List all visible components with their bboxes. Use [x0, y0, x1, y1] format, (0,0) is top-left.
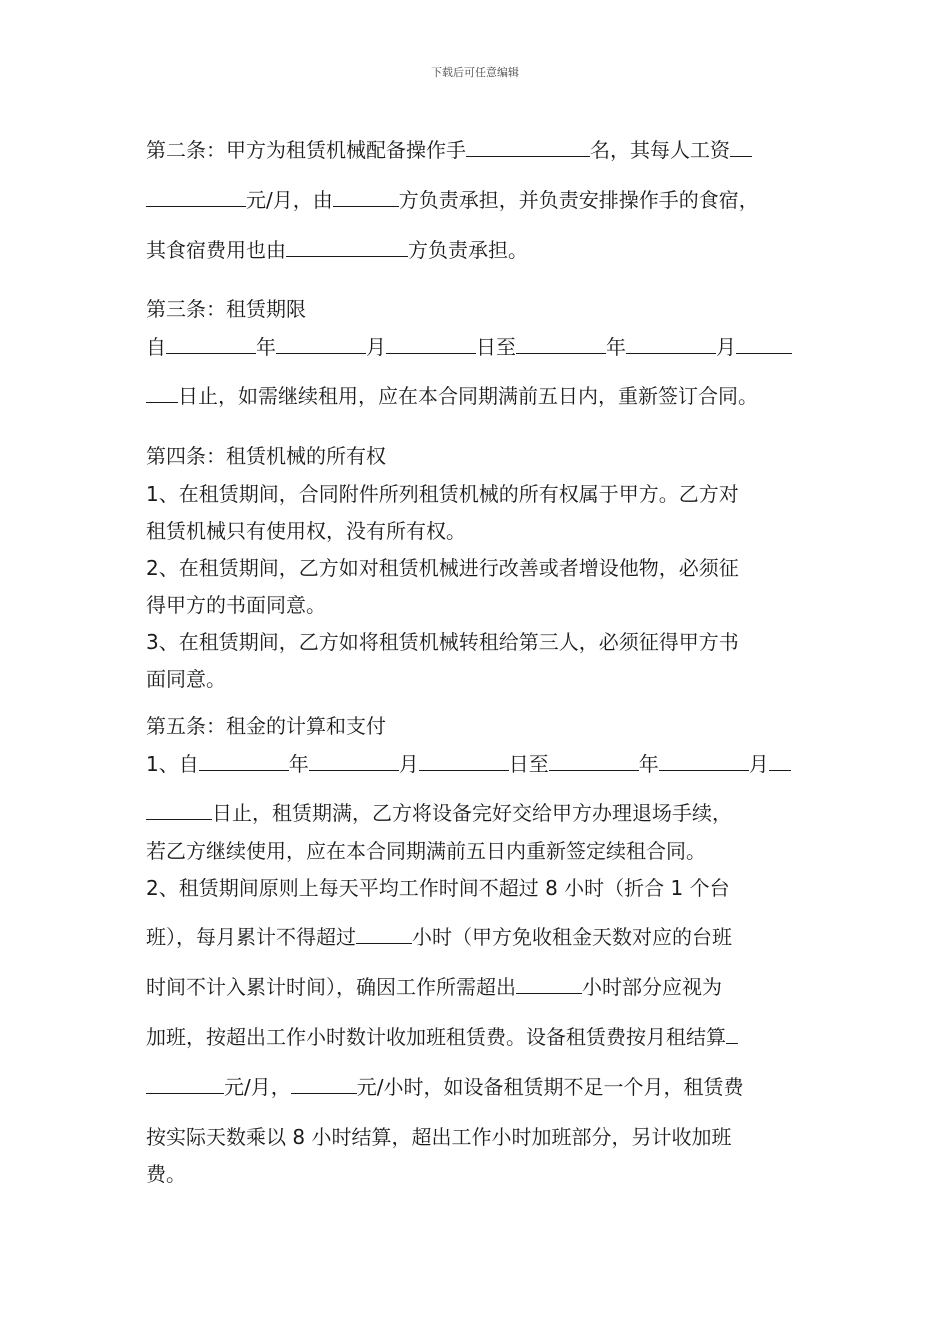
rent-start-year-blank[interactable] [199, 750, 289, 771]
start-day-blank[interactable] [386, 333, 476, 354]
clause-4-item-1-line-1: 1、在租赁期间，合同附件所列租赁机械的所有权属于甲方。乙方对 [146, 482, 739, 506]
wage-payer-blank[interactable] [333, 186, 399, 207]
end-year-blank[interactable] [516, 333, 606, 354]
monthly-rent-blank[interactable] [146, 1073, 224, 1094]
clause-5-item-2-line-7: 费。 [146, 1162, 186, 1186]
start-year-blank[interactable] [166, 333, 256, 354]
clause-2-line-3: 其食宿费用也由 方负责承担。 [146, 238, 528, 262]
rent-end-year-blank[interactable] [549, 750, 639, 771]
clause-3-line-1: 自 年 月 日至 年 月 [146, 333, 792, 361]
clause-3-title: 第三条：租赁期限 [146, 297, 306, 321]
monthly-hours-limit-blank[interactable] [356, 923, 412, 944]
clause-5-item-1-line-1: 1、自 年 月 日至 年 月 [146, 750, 791, 778]
clause-5-item-2-line-3: 时间不计入累计时间），确因工作所需超出 小时部分应视为 [146, 975, 722, 999]
clause-4-item-3-line-2: 面同意。 [146, 667, 226, 691]
clause-4-item-1-line-2: 租赁机械只有使用权，没有所有权。 [146, 519, 466, 543]
page-header: 下载后可任意编辑 [431, 66, 519, 79]
monthly-rent-blank-start[interactable] [726, 1023, 738, 1044]
clause-4-title: 第四条：租赁机械的所有权 [146, 444, 386, 468]
clause-5-item-2-line-2: 班），每月累计不得超过 小时（甲方免收租金天数对应的台班 [146, 925, 732, 949]
clause-3-line-2: 日止，如需继续租用，应在本合同期满前五日内，重新签订合同。 [146, 382, 758, 410]
clause-5-item-2-line-6: 按实际天数乘以 8 小时结算，超出工作小时加班部分，另计收加班 [146, 1125, 732, 1149]
rent-end-day-blank[interactable] [146, 799, 212, 820]
rent-start-month-blank[interactable] [309, 750, 399, 771]
wage-blank-start[interactable] [730, 136, 752, 157]
clause-5-item-2-line-4: 加班，按超出工作小时数计收加班租赁费。设备租赁费按月租结算 [146, 1023, 738, 1051]
hourly-rent-blank[interactable] [291, 1073, 357, 1094]
start-month-blank[interactable] [276, 333, 366, 354]
clause-5-item-2-line-1: 2、租赁期间原则上每天平均工作时间不超过 8 小时（折合 1 个台 [146, 876, 730, 900]
operator-count-blank[interactable] [466, 136, 590, 157]
rent-end-month-blank[interactable] [659, 750, 749, 771]
clause-5-item-2-line-5: 元/月， 元/小时，如设备租赁期不足一个月，租赁费 [146, 1073, 744, 1101]
clause-2-line-2: 元/月，由 方负责承担，并负责安排操作手的食宿， [146, 186, 759, 214]
end-day-blank[interactable] [146, 382, 178, 403]
clause-2-line-1: 第二条：甲方为租赁机械配备操作手 名，其每人工资 [146, 136, 752, 164]
end-month-blank[interactable] [626, 333, 716, 354]
clause-4-item-2-line-2: 得甲方的书面同意。 [146, 593, 326, 617]
wage-blank[interactable] [146, 186, 246, 207]
clause-5-title: 第五条：租金的计算和支付 [146, 714, 386, 738]
rent-start-day-blank[interactable] [419, 750, 509, 771]
overtime-hours-blank[interactable] [516, 973, 582, 994]
clause-4-item-2-line-1: 2、在租赁期间，乙方如对租赁机械进行改善或者增设他物，必须征 [146, 556, 739, 580]
clause-4-item-3-line-1: 3、在租赁期间，乙方如将租赁机械转租给第三人，必须征得甲方书 [146, 630, 739, 654]
end-day-blank-start[interactable] [736, 333, 792, 354]
clause-5-item-1-line-2: 日止，租赁期满，乙方将设备完好交给甲方办理退场手续， [146, 799, 732, 827]
clause-5-item-1-line-3: 若乙方继续使用，应在本合同期满前五日内重新签定续租合同。 [146, 839, 706, 863]
lodging-payer-blank[interactable] [286, 236, 408, 257]
rent-end-day-blank-start[interactable] [769, 750, 791, 771]
